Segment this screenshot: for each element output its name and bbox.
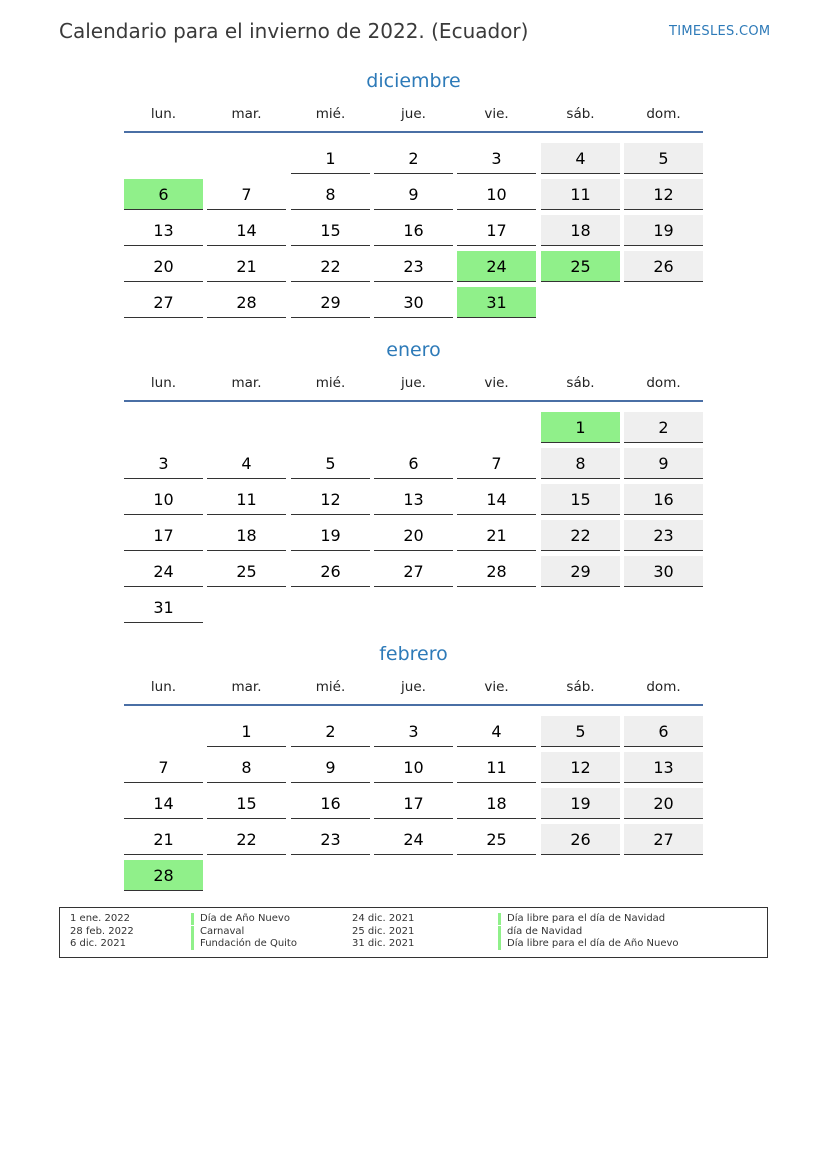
- month-name: enero: [386, 339, 441, 361]
- legend-date: 28 feb. 2022: [70, 925, 134, 937]
- day-cell: 29: [541, 556, 620, 587]
- day-cell: 7: [457, 448, 536, 479]
- day-cell: 9: [374, 179, 453, 210]
- day-cell: 2: [291, 716, 370, 747]
- holiday-day-cell: 1: [541, 412, 620, 443]
- day-cell: 23: [624, 520, 703, 551]
- day-cell: 21: [207, 251, 286, 282]
- day-cell: 24: [124, 556, 203, 587]
- legend-holiday-name: Día de Año Nuevo: [191, 913, 290, 925]
- day-cell: 26: [291, 556, 370, 587]
- day-cell: 8: [291, 179, 370, 210]
- day-cell: 11: [207, 484, 286, 515]
- day-cell: 9: [624, 448, 703, 479]
- weekday-header: vie.: [484, 375, 509, 391]
- day-cell: 12: [624, 179, 703, 210]
- day-cell: 6: [624, 716, 703, 747]
- weekday-header: jue.: [401, 106, 426, 122]
- legend-date: 31 dic. 2021: [352, 938, 415, 949]
- day-cell: 2: [624, 412, 703, 443]
- page-title: Calendario para el invierno de 2022. (Ecuador): [59, 19, 529, 43]
- holiday-legend: [59, 907, 768, 958]
- day-cell: 22: [207, 824, 286, 855]
- weekday-header: dom.: [646, 106, 681, 122]
- day-cell: 22: [541, 520, 620, 551]
- weekday-header: sáb.: [566, 679, 595, 695]
- weekday-header: mar.: [231, 679, 262, 695]
- day-cell: 5: [624, 143, 703, 174]
- day-cell: 13: [624, 752, 703, 783]
- legend-date: 6 dic. 2021: [70, 938, 126, 949]
- day-cell: 2: [374, 143, 453, 174]
- legend-holiday-name: Fundación de Quito: [191, 938, 297, 950]
- day-cell: 8: [541, 448, 620, 479]
- day-cell: 12: [541, 752, 620, 783]
- weekday-header: lun.: [150, 375, 177, 391]
- day-cell: 18: [541, 215, 620, 246]
- legend-date: 1 ene. 2022: [70, 913, 130, 924]
- holiday-day-cell: 31: [457, 287, 536, 318]
- day-cell: 19: [291, 520, 370, 551]
- header-divider: [124, 400, 703, 402]
- month-february: [124, 643, 703, 893]
- day-cell: 7: [207, 179, 286, 210]
- day-cell: 20: [624, 788, 703, 819]
- day-cell: 4: [207, 448, 286, 479]
- day-cell: 29: [291, 287, 370, 318]
- weekday-header: sáb.: [566, 106, 595, 122]
- day-cell: 15: [291, 215, 370, 246]
- day-cell: 16: [624, 484, 703, 515]
- weekday-header: mar.: [231, 375, 262, 391]
- day-cell: 20: [124, 251, 203, 282]
- weekday-header: vie.: [484, 106, 509, 122]
- day-cell: 3: [374, 716, 453, 747]
- day-cell: 9: [291, 752, 370, 783]
- weekday-header: vie.: [484, 679, 509, 695]
- day-cell: 6: [374, 448, 453, 479]
- day-cell: 12: [291, 484, 370, 515]
- month-name: febrero: [379, 643, 448, 665]
- day-cell: 17: [124, 520, 203, 551]
- day-cell: 20: [374, 520, 453, 551]
- day-cell: 25: [207, 556, 286, 587]
- holiday-day-cell: 6: [124, 179, 203, 210]
- holiday-day-cell: 28: [124, 860, 203, 891]
- day-cell: 27: [374, 556, 453, 587]
- day-cell: 11: [541, 179, 620, 210]
- day-cell: 30: [374, 287, 453, 318]
- day-cell: 26: [541, 824, 620, 855]
- legend-holiday-name: Día libre para el día de Navidad: [498, 913, 665, 925]
- brand-link[interactable]: TIMESLES.COM: [669, 24, 771, 39]
- day-cell: 30: [624, 556, 703, 587]
- day-cell: 25: [457, 824, 536, 855]
- day-cell: 8: [207, 752, 286, 783]
- day-cell: 28: [207, 287, 286, 318]
- day-cell: 10: [457, 179, 536, 210]
- day-cell: 21: [457, 520, 536, 551]
- day-cell: 16: [374, 215, 453, 246]
- holiday-day-cell: 24: [457, 251, 536, 282]
- day-cell: 19: [541, 788, 620, 819]
- day-cell: 18: [207, 520, 286, 551]
- day-cell: 7: [124, 752, 203, 783]
- day-cell: 14: [207, 215, 286, 246]
- day-cell: 16: [291, 788, 370, 819]
- month-december: [124, 70, 703, 320]
- day-cell: 13: [374, 484, 453, 515]
- weekday-header: mié.: [315, 679, 346, 695]
- day-cell: 17: [374, 788, 453, 819]
- day-cell: 27: [624, 824, 703, 855]
- day-cell: 21: [124, 824, 203, 855]
- day-cell: 10: [124, 484, 203, 515]
- day-cell: 18: [457, 788, 536, 819]
- month-name: diciembre: [366, 70, 461, 92]
- month-january: [124, 339, 703, 624]
- holiday-day-cell: 25: [541, 251, 620, 282]
- day-cell: 26: [624, 251, 703, 282]
- day-cell: 4: [457, 716, 536, 747]
- weekday-header: mié.: [315, 106, 346, 122]
- day-cell: 4: [541, 143, 620, 174]
- day-cell: 10: [374, 752, 453, 783]
- weekday-header: lun.: [150, 106, 177, 122]
- day-cell: 5: [541, 716, 620, 747]
- header-divider: [124, 704, 703, 706]
- day-cell: 1: [207, 716, 286, 747]
- header-divider: [124, 131, 703, 133]
- day-cell: 14: [124, 788, 203, 819]
- weekday-header: sáb.: [566, 375, 595, 391]
- day-cell: 3: [124, 448, 203, 479]
- day-cell: 11: [457, 752, 536, 783]
- legend-date: 24 dic. 2021: [352, 913, 415, 924]
- day-cell: 23: [374, 251, 453, 282]
- day-cell: 15: [207, 788, 286, 819]
- day-cell: 24: [374, 824, 453, 855]
- weekday-header: mié.: [315, 375, 346, 391]
- legend-holiday-name: día de Navidad: [498, 926, 582, 938]
- day-cell: 14: [457, 484, 536, 515]
- weekday-header: jue.: [401, 375, 426, 391]
- day-cell: 19: [624, 215, 703, 246]
- day-cell: 3: [457, 143, 536, 174]
- legend-holiday-name: Día libre para el día de Año Nuevo: [498, 938, 679, 950]
- day-cell: 31: [124, 592, 203, 623]
- day-cell: 5: [291, 448, 370, 479]
- day-cell: 28: [457, 556, 536, 587]
- weekday-header: dom.: [646, 679, 681, 695]
- legend-date: 25 dic. 2021: [352, 925, 415, 937]
- day-cell: 23: [291, 824, 370, 855]
- day-cell: 15: [541, 484, 620, 515]
- day-cell: 13: [124, 215, 203, 246]
- day-cell: 27: [124, 287, 203, 318]
- weekday-header: jue.: [401, 679, 426, 695]
- day-cell: 22: [291, 251, 370, 282]
- legend-holiday-name: Carnaval: [191, 926, 244, 938]
- day-cell: 1: [291, 143, 370, 174]
- weekday-header: mar.: [231, 106, 262, 122]
- day-cell: 17: [457, 215, 536, 246]
- weekday-header: lun.: [150, 679, 177, 695]
- weekday-header: dom.: [646, 375, 681, 391]
